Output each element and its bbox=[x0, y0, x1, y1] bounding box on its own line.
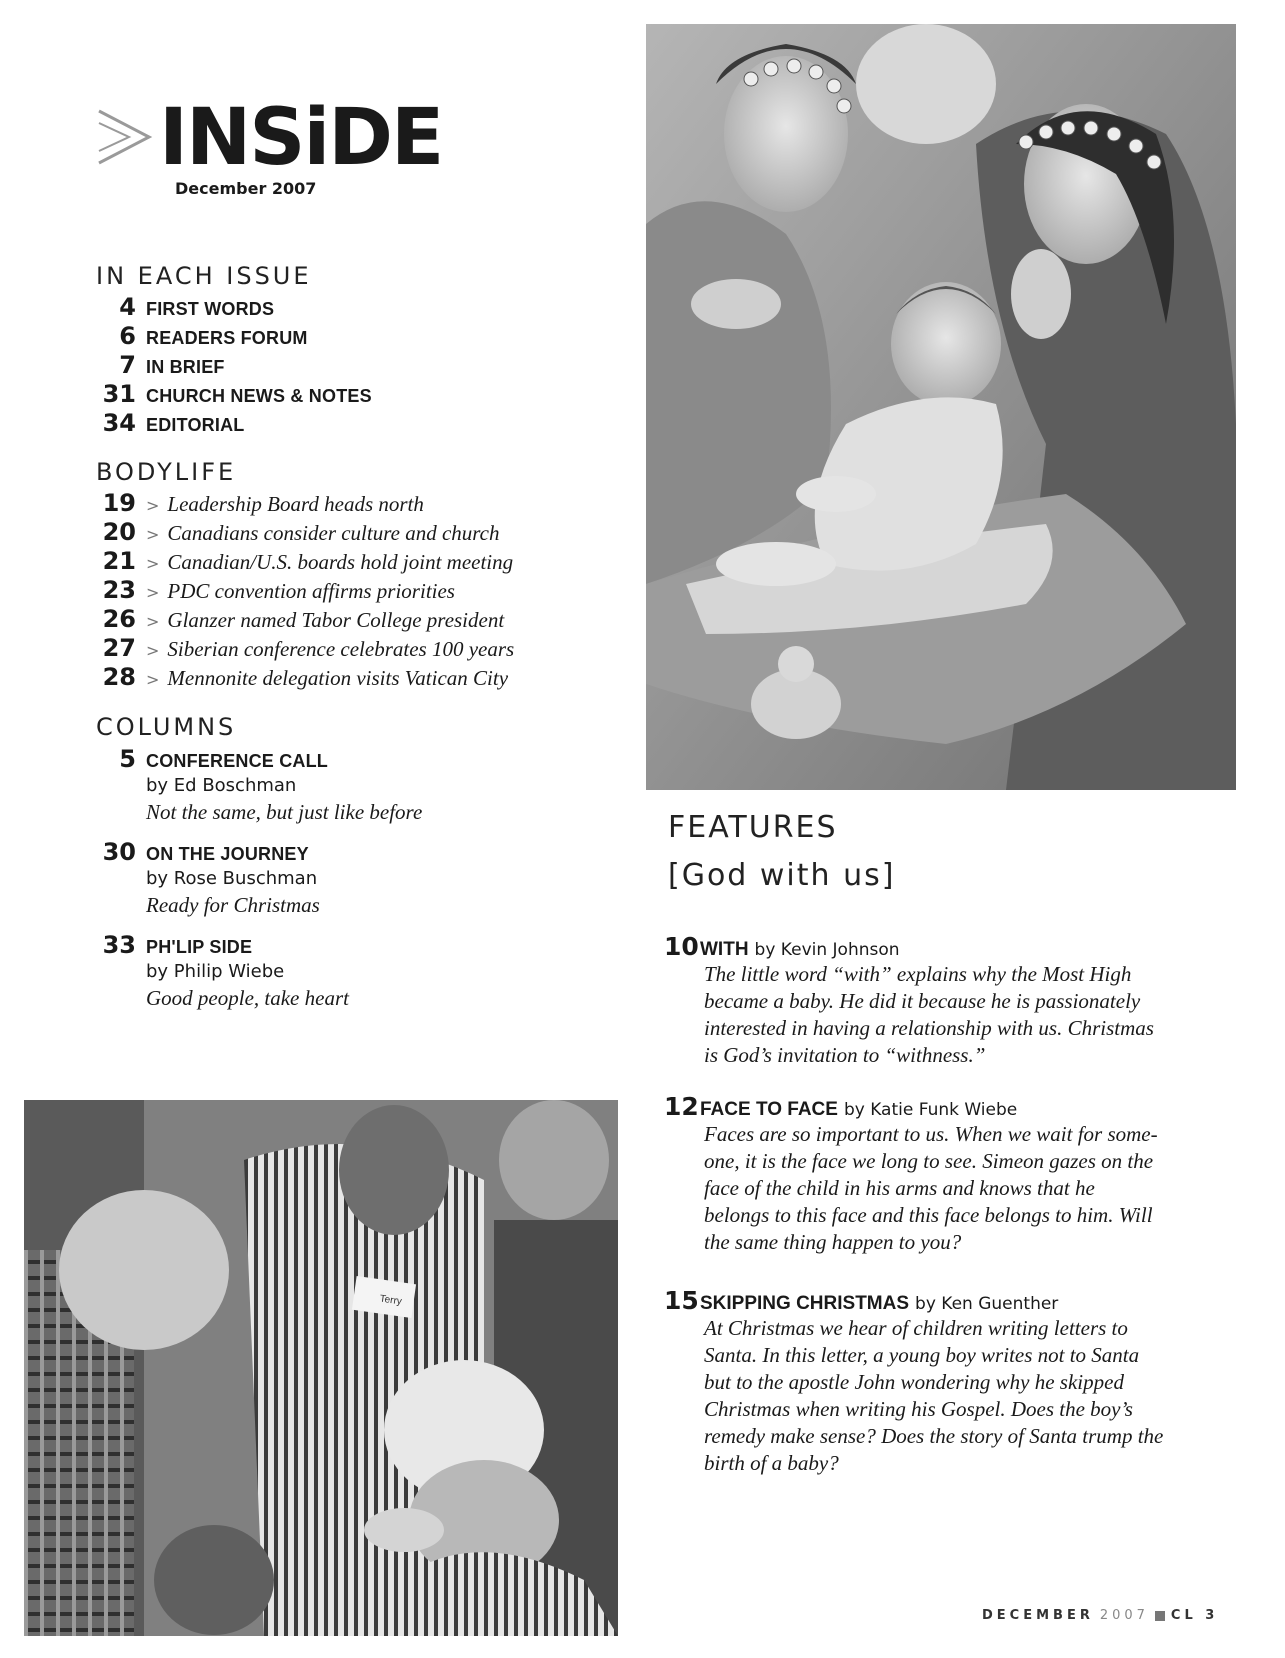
toc-item[interactable] bbox=[96, 518, 499, 547]
arrow-icon: > bbox=[146, 525, 160, 544]
page-footer bbox=[982, 1608, 1218, 1623]
footer-month: DECEMBER bbox=[982, 1608, 1094, 1623]
toc-item[interactable] bbox=[96, 634, 514, 663]
page-number: 28 bbox=[102, 663, 136, 691]
toc-label: PDC convention affirms priorities bbox=[167, 579, 455, 603]
feature-title: WITH bbox=[700, 939, 749, 960]
page-number: 26 bbox=[102, 605, 136, 633]
toc-label: READERS FORUM bbox=[146, 328, 308, 348]
section-heading-columns: COLUMNS bbox=[96, 713, 237, 741]
page-number: 7 bbox=[119, 351, 136, 379]
column-title: ON THE JOURNEY bbox=[146, 844, 309, 864]
feature-byline: by Kevin Johnson bbox=[754, 940, 900, 960]
square-bullet-icon bbox=[1155, 1611, 1165, 1621]
feature-entry[interactable] bbox=[664, 1092, 1184, 1256]
toc-item[interactable] bbox=[96, 322, 308, 351]
page-number: 33 bbox=[102, 931, 136, 959]
column-byline: by Ed Boschman bbox=[146, 775, 297, 796]
column-byline: by Philip Wiebe bbox=[146, 961, 285, 982]
arrow-icon: > bbox=[146, 583, 160, 602]
arrow-icon: > bbox=[146, 612, 160, 631]
page-number: 20 bbox=[102, 518, 136, 546]
page-number: 19 bbox=[102, 489, 136, 517]
toc-item[interactable] bbox=[96, 576, 455, 605]
toc-label: Canadian/U.S. boards hold joint meeting bbox=[167, 550, 514, 574]
toc-label: Glanzer named Tabor College president bbox=[167, 608, 505, 632]
masthead bbox=[95, 95, 475, 205]
toc-label: CHURCH NEWS & NOTES bbox=[146, 386, 372, 406]
column-subtitle: Good people, take heart bbox=[146, 986, 349, 1010]
arrow-icon: > bbox=[146, 641, 160, 660]
toc-item[interactable] bbox=[96, 351, 225, 380]
footer-page: CL 3 bbox=[1170, 1608, 1219, 1623]
page-number: 10 bbox=[664, 932, 699, 961]
toc-item[interactable] bbox=[96, 409, 244, 438]
issue-date: December 2007 bbox=[175, 179, 317, 198]
toc-item[interactable] bbox=[96, 380, 372, 409]
toc-label: EDITORIAL bbox=[146, 415, 245, 435]
toc-label: Siberian conference celebrates 100 years bbox=[167, 637, 515, 661]
page-number: 34 bbox=[102, 409, 136, 437]
toc-item[interactable] bbox=[96, 489, 424, 518]
toc-item[interactable] bbox=[96, 663, 508, 692]
page-number: 23 bbox=[102, 576, 136, 604]
toc-label: FIRST WORDS bbox=[146, 299, 275, 319]
nativity-painting bbox=[646, 24, 1236, 790]
page-title: INSiDE bbox=[159, 93, 443, 183]
page-number: 5 bbox=[119, 745, 136, 773]
name-tag-label: Terry bbox=[378, 1293, 403, 1308]
toc-label: Canadians consider culture and church bbox=[167, 521, 500, 545]
toc-label: Mennonite delegation visits Vatican City bbox=[167, 666, 509, 690]
prayer-group-illustration bbox=[24, 1100, 618, 1636]
column-title: CONFERENCE CALL bbox=[146, 751, 328, 771]
page-number: 6 bbox=[119, 322, 136, 350]
column-subtitle: Not the same, but just like before bbox=[146, 800, 423, 824]
footer-year: 2007 bbox=[1099, 1608, 1149, 1623]
feature-byline: by Ken Guenther bbox=[915, 1294, 1059, 1314]
feature-title: SKIPPING CHRISTMAS bbox=[700, 1293, 910, 1314]
nativity-illustration bbox=[646, 24, 1236, 790]
page-number: 12 bbox=[664, 1092, 699, 1121]
feature-description: The little word “with” explains why the Most High became a baby. He did it because he is passionately interested in having a relationship with us. Christmas is God’s invitation to “withness.” bbox=[704, 962, 1154, 1067]
feature-entry[interactable] bbox=[664, 1286, 1184, 1477]
toc-item[interactable] bbox=[96, 605, 504, 634]
page-number: 4 bbox=[119, 293, 136, 321]
column-entry[interactable] bbox=[96, 931, 516, 1011]
column-entry[interactable] bbox=[96, 745, 516, 825]
page-number: 21 bbox=[102, 547, 136, 575]
feature-entry[interactable] bbox=[664, 932, 1184, 1069]
toc-item[interactable] bbox=[96, 547, 513, 576]
arrow-icon: > bbox=[146, 554, 160, 573]
page-number: 15 bbox=[664, 1286, 699, 1315]
page-number: 30 bbox=[102, 838, 136, 866]
column-entry[interactable] bbox=[96, 838, 516, 918]
feature-description: At Christmas we hear of children writing letters to Santa. In this letter, a young boy writes not to Santa but to the apostle John wondering why he skipped Christmas when writing his Gospel. Does the boy’s remedy make sense? Does the story of Santa trump the birth of a baby? bbox=[704, 1316, 1164, 1475]
column-subtitle: Ready for Christmas bbox=[146, 893, 320, 917]
page-number: 31 bbox=[102, 380, 136, 408]
feature-title: FACE TO FACE bbox=[700, 1099, 838, 1120]
column-byline: by Rose Buschman bbox=[146, 868, 318, 889]
chevron-right-icon bbox=[95, 105, 155, 169]
toc-label: Leadership Board heads north bbox=[167, 492, 424, 516]
features-subheading: [God with us] bbox=[668, 858, 896, 893]
arrow-icon: > bbox=[146, 670, 160, 689]
feature-byline: by Katie Funk Wiebe bbox=[843, 1100, 1018, 1120]
prayer-group-photo bbox=[24, 1100, 618, 1636]
feature-description: Faces are so important to us. When we wait for some-one, it is the face we long to see. Simeon gazes on the face of the child in his arms and knows that he belongs to this face and this face belongs to him. Will the same thing happen to you? bbox=[704, 1122, 1158, 1254]
page-number: 27 bbox=[102, 634, 136, 662]
column-title: PH'LIP SIDE bbox=[146, 937, 253, 957]
section-heading-features: FEATURES bbox=[668, 810, 838, 845]
arrow-icon: > bbox=[146, 496, 160, 515]
toc-item[interactable] bbox=[96, 293, 274, 322]
toc-label: IN BRIEF bbox=[146, 357, 225, 377]
section-heading-in-each-issue: IN EACH ISSUE bbox=[96, 262, 312, 290]
section-heading-bodylife: BODYLIFE bbox=[96, 458, 237, 486]
